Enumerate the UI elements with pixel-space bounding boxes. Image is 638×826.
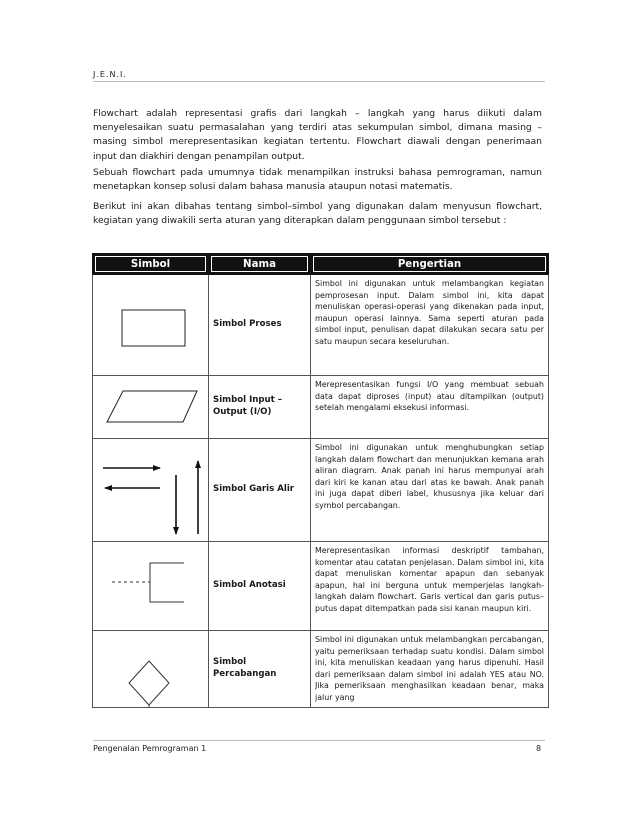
footer-title: Pengenalan Pemrograman 1 — [93, 744, 207, 753]
symbol-name: Simbol Garis Alir — [209, 439, 311, 542]
header-meaning: Pengertian — [311, 254, 549, 275]
symbol-cell — [93, 275, 209, 376]
symbol-name: Simbol Percabangan — [209, 631, 311, 708]
table-row — [93, 631, 549, 708]
symbol-cell — [93, 376, 209, 439]
process-rectangle-icon — [93, 275, 209, 375]
symbol-description: Merepresentasikan fungsi I/O yang membuat sebuah data dapat diproses (input) atau ditampilkan (output) setelah mengalami eksekusi informasi. — [311, 376, 549, 439]
symbol-description — [311, 631, 549, 708]
symbols-intro-paragraph: Berikut ini akan dibahas tentang simbol–simbol yang digunakan dalam menyusun flowchart, kegiatan yang diwakili serta aturan yang diterapkan dalam penggunaan simbol tersebut : — [93, 201, 542, 227]
symbol-description: Merepresentasikan informasi deskriptif tambahan, komentar atau catatan penjelasan. Dalam simbol ini, kita dapat menuliskan komentar apapun dan sebanyak apapun, hal ini berguna untuk memperjelas langkah-langkah dalam flowchart. Garis vertical dan garis putus–putus dapat ditempatkan pada sisi kanan maupun kiri. — [311, 542, 549, 631]
table-row — [93, 275, 549, 376]
table-row — [93, 542, 549, 631]
running-header: J.E.N.I. — [93, 70, 127, 79]
symbol-cell — [93, 439, 209, 542]
flowchart-note-paragraph: Sebuah flowchart pada umumnya tidak menampilkan instruksi bahasa pemrograman, namun menetapkan konsep solusi dalam bahasa manusia ataupun notasi matematis. — [93, 167, 542, 193]
decision-diamond-icon — [93, 631, 209, 707]
symbol-name: Simbol Input – Output (I/O) — [209, 376, 311, 439]
header-name: Nama — [209, 254, 311, 275]
intro-paragraph: Flowchart adalah representasi grafis dari langkah – langkah yang harus diikuti dalam menyelesaikan suatu permasalahan yang terdiri atas sekumpulan simbol, dimana masing – masing simbol merepresentasikan kegiatan tertentu. Flowchart diawali dengan penerimaan input dan diakhiri dengan penampilan output. — [93, 108, 542, 162]
symbol-name: Simbol Anotasi — [209, 542, 311, 631]
symbol-cell — [93, 631, 209, 708]
page-number: 8 — [536, 744, 542, 753]
flow-arrows-icon — [93, 439, 209, 541]
symbol-description: Simbol ini digunakan untuk menghubungkan setiap langkah dalam flowchart dan menunjukkan kemana arah aliran diagram. Anak panah ini harus mempunyai arah dari kiri ke kanan atau dari atas ke bawah. Anak panah ini juga dapat diberi label, khususnya jika keluar dari symbol percabangan. — [311, 439, 549, 542]
table-row — [93, 376, 549, 439]
description-text: Simbol ini digunakan untuk melambangkan percabangan, yaitu pemeriksaan terhadap suatu kondisi. Dalam simbol ini, kita menuliskan keadaan yang harus dipenuhi. Hasil dari pemeriksaan dalam simbol ini adalah YES atau NO. Jika pemeriksaan menghasilkan keadaan benar, maka jalur yang — [315, 635, 544, 702]
header-symbol: Simbol — [93, 254, 209, 275]
footer-divider — [93, 740, 545, 741]
annotation-bracket-icon — [93, 542, 209, 630]
symbol-cell — [93, 542, 209, 631]
symbol-description: Simbol ini digunakan untuk melambangkan kegiatan pemprosesan input. Dalam simbol ini, kita dapat menuliskan operasi-operasi yang dikenakan pada input, maupun operasi lainnya. Sama seperti aturan pada simbol input, penulisan dapat dilakukan secara satu per satu maupun secara keseluruhan. — [311, 275, 549, 376]
symbol-name: Simbol Proses — [209, 275, 311, 376]
table-row — [93, 439, 549, 542]
header-divider — [93, 81, 545, 82]
table-header-row — [93, 254, 549, 275]
symbol-table — [92, 253, 549, 708]
input-output-parallelogram-icon — [93, 376, 209, 438]
